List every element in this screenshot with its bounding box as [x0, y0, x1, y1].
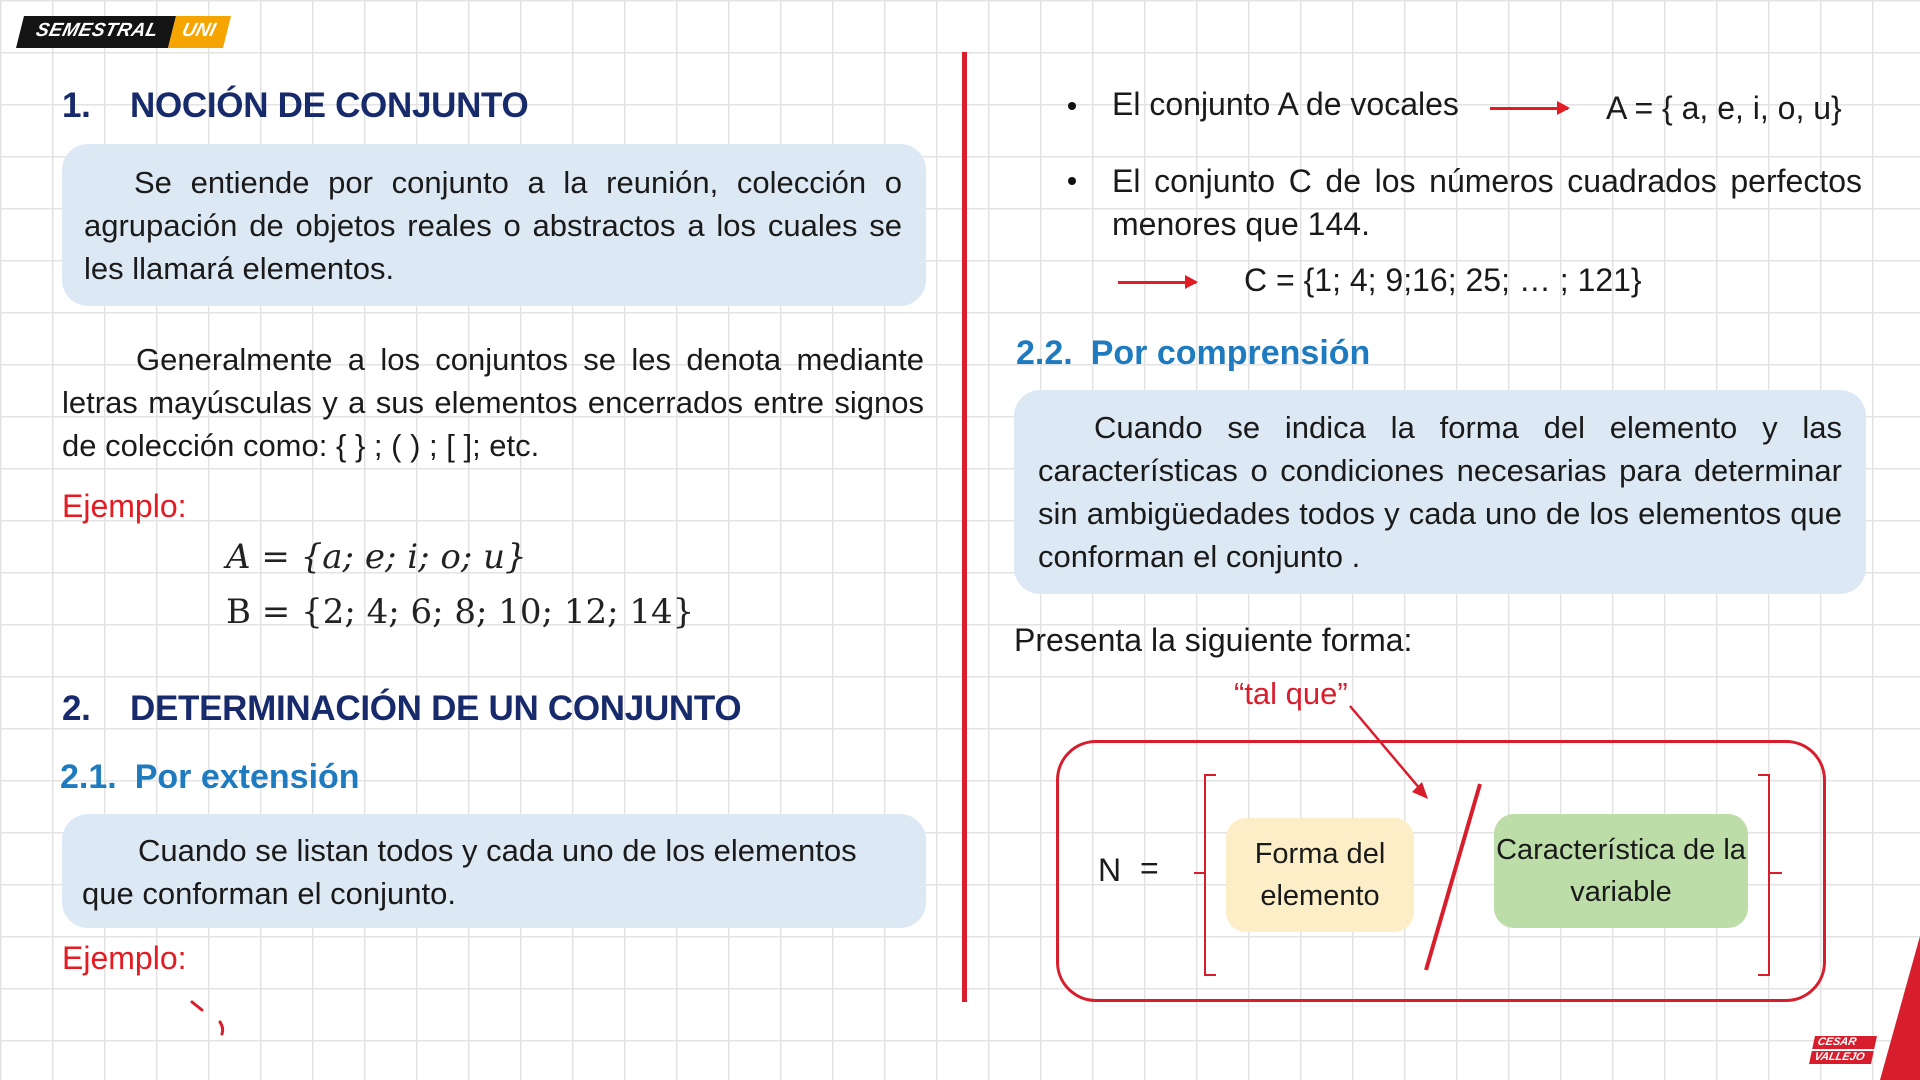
- cesar-vallejo-logo: [1809, 1036, 1877, 1064]
- comprehension-definition-box: [1014, 390, 1866, 594]
- example-label-1: Ejemplo:: [62, 488, 187, 524]
- section-1-number: 1.: [62, 86, 91, 125]
- bullet-1-arrow: [1490, 107, 1568, 110]
- set-equals: =: [1140, 850, 1159, 886]
- notation-text: Generalmente a los conjuntos se les denota mediante letras mayúsculas y a sus elementos encerrados entre signos de colección como: { } ; ( ) ; [ ]; etc.: [62, 342, 924, 463]
- extension-definition-box: [62, 814, 926, 928]
- equation-a: [226, 537, 527, 577]
- bullet-1-text: El conjunto A de vocales: [1112, 86, 1459, 122]
- element-form-text: Forma del elemento: [1254, 838, 1386, 912]
- comprehension-definition-text: Cuando se indica la forma del elemento y las características o condiciones necesarias para determinar sin ambigüedades todos y cada uno de los elementos que conforman el conjunto .: [1038, 410, 1842, 574]
- example-label-2: Ejemplo:: [62, 940, 187, 976]
- section-2-number: 2.: [62, 689, 91, 728]
- logo-semestral: SEMESTRAL: [16, 16, 176, 48]
- column-divider: [962, 52, 967, 1002]
- variable-characteristic-text: Característica de la variable: [1496, 834, 1746, 908]
- left-bracket-tick: [1194, 872, 1204, 874]
- brand-line-1: CESAR: [1812, 1036, 1877, 1049]
- section-2-title: DETERMINACIÓN DE UN CONJUNTO: [130, 689, 742, 728]
- left-bracket: [1204, 774, 1216, 976]
- equation-b-text: B = {2; 4; 6; 8; 10; 12; 14}: [226, 592, 695, 632]
- right-bracket-tick: [1770, 872, 1782, 874]
- bullet-2-result: C = {1; 4; 9;16; 25; … ; 121}: [1244, 262, 1642, 298]
- subsection-2-1-title: Por extensión: [134, 758, 360, 796]
- subsection-2-2-number: 2.2.: [1016, 334, 1073, 372]
- form-intro-text: Presenta la siguiente forma:: [1014, 622, 1413, 658]
- subsection-2-1-number: 2.1.: [60, 758, 117, 796]
- extension-definition-text: Cuando se listan todos y cada uno de los elementos que conforman el conjunto.: [82, 833, 857, 911]
- section-1-heading: [62, 86, 528, 126]
- subsection-2-1-heading: [60, 758, 360, 797]
- subsection-2-2-title: Por comprensión: [1090, 334, 1371, 372]
- bullet-2-arrow: [1118, 281, 1196, 284]
- semestral-uni-logo: [20, 16, 226, 48]
- such-that-slash: [1418, 780, 1488, 980]
- equation-b: [226, 592, 694, 632]
- bullet-2-text: El conjunto C de los números cuadrados perfectos menores que 144.: [1112, 163, 1862, 242]
- logo-uni: UNI: [168, 16, 231, 48]
- element-form-pill: [1226, 818, 1414, 932]
- subsection-2-2-heading: [1016, 334, 1370, 373]
- section-1-title: NOCIÓN DE CONJUNTO: [130, 86, 529, 125]
- right-bracket: [1758, 774, 1770, 976]
- bullet-2-dot: [1068, 177, 1076, 185]
- bullet-1-result: A = { a, e, i, o, u}: [1606, 90, 1842, 126]
- section-2-heading: [62, 689, 741, 729]
- pen-stroke-marks: [186, 996, 230, 1040]
- definition-box: [62, 144, 926, 306]
- bullet-1-dot: [1068, 102, 1076, 110]
- notation-paragraph: [62, 338, 924, 467]
- equation-a-text: A = {a; e; i; o; u}: [226, 537, 527, 577]
- set-name: N: [1098, 852, 1122, 888]
- variable-characteristic-pill: [1494, 814, 1748, 928]
- brand-line-2: VALLEJO: [1809, 1051, 1874, 1064]
- tal-que-label: “tal que”: [1234, 676, 1348, 711]
- corner-stripe: [1880, 936, 1920, 1080]
- definition-text: Se entiende por conjunto a la reunión, colección o agrupación de objetos reales o abstractos a los cuales se les llamará elementos.: [84, 165, 902, 286]
